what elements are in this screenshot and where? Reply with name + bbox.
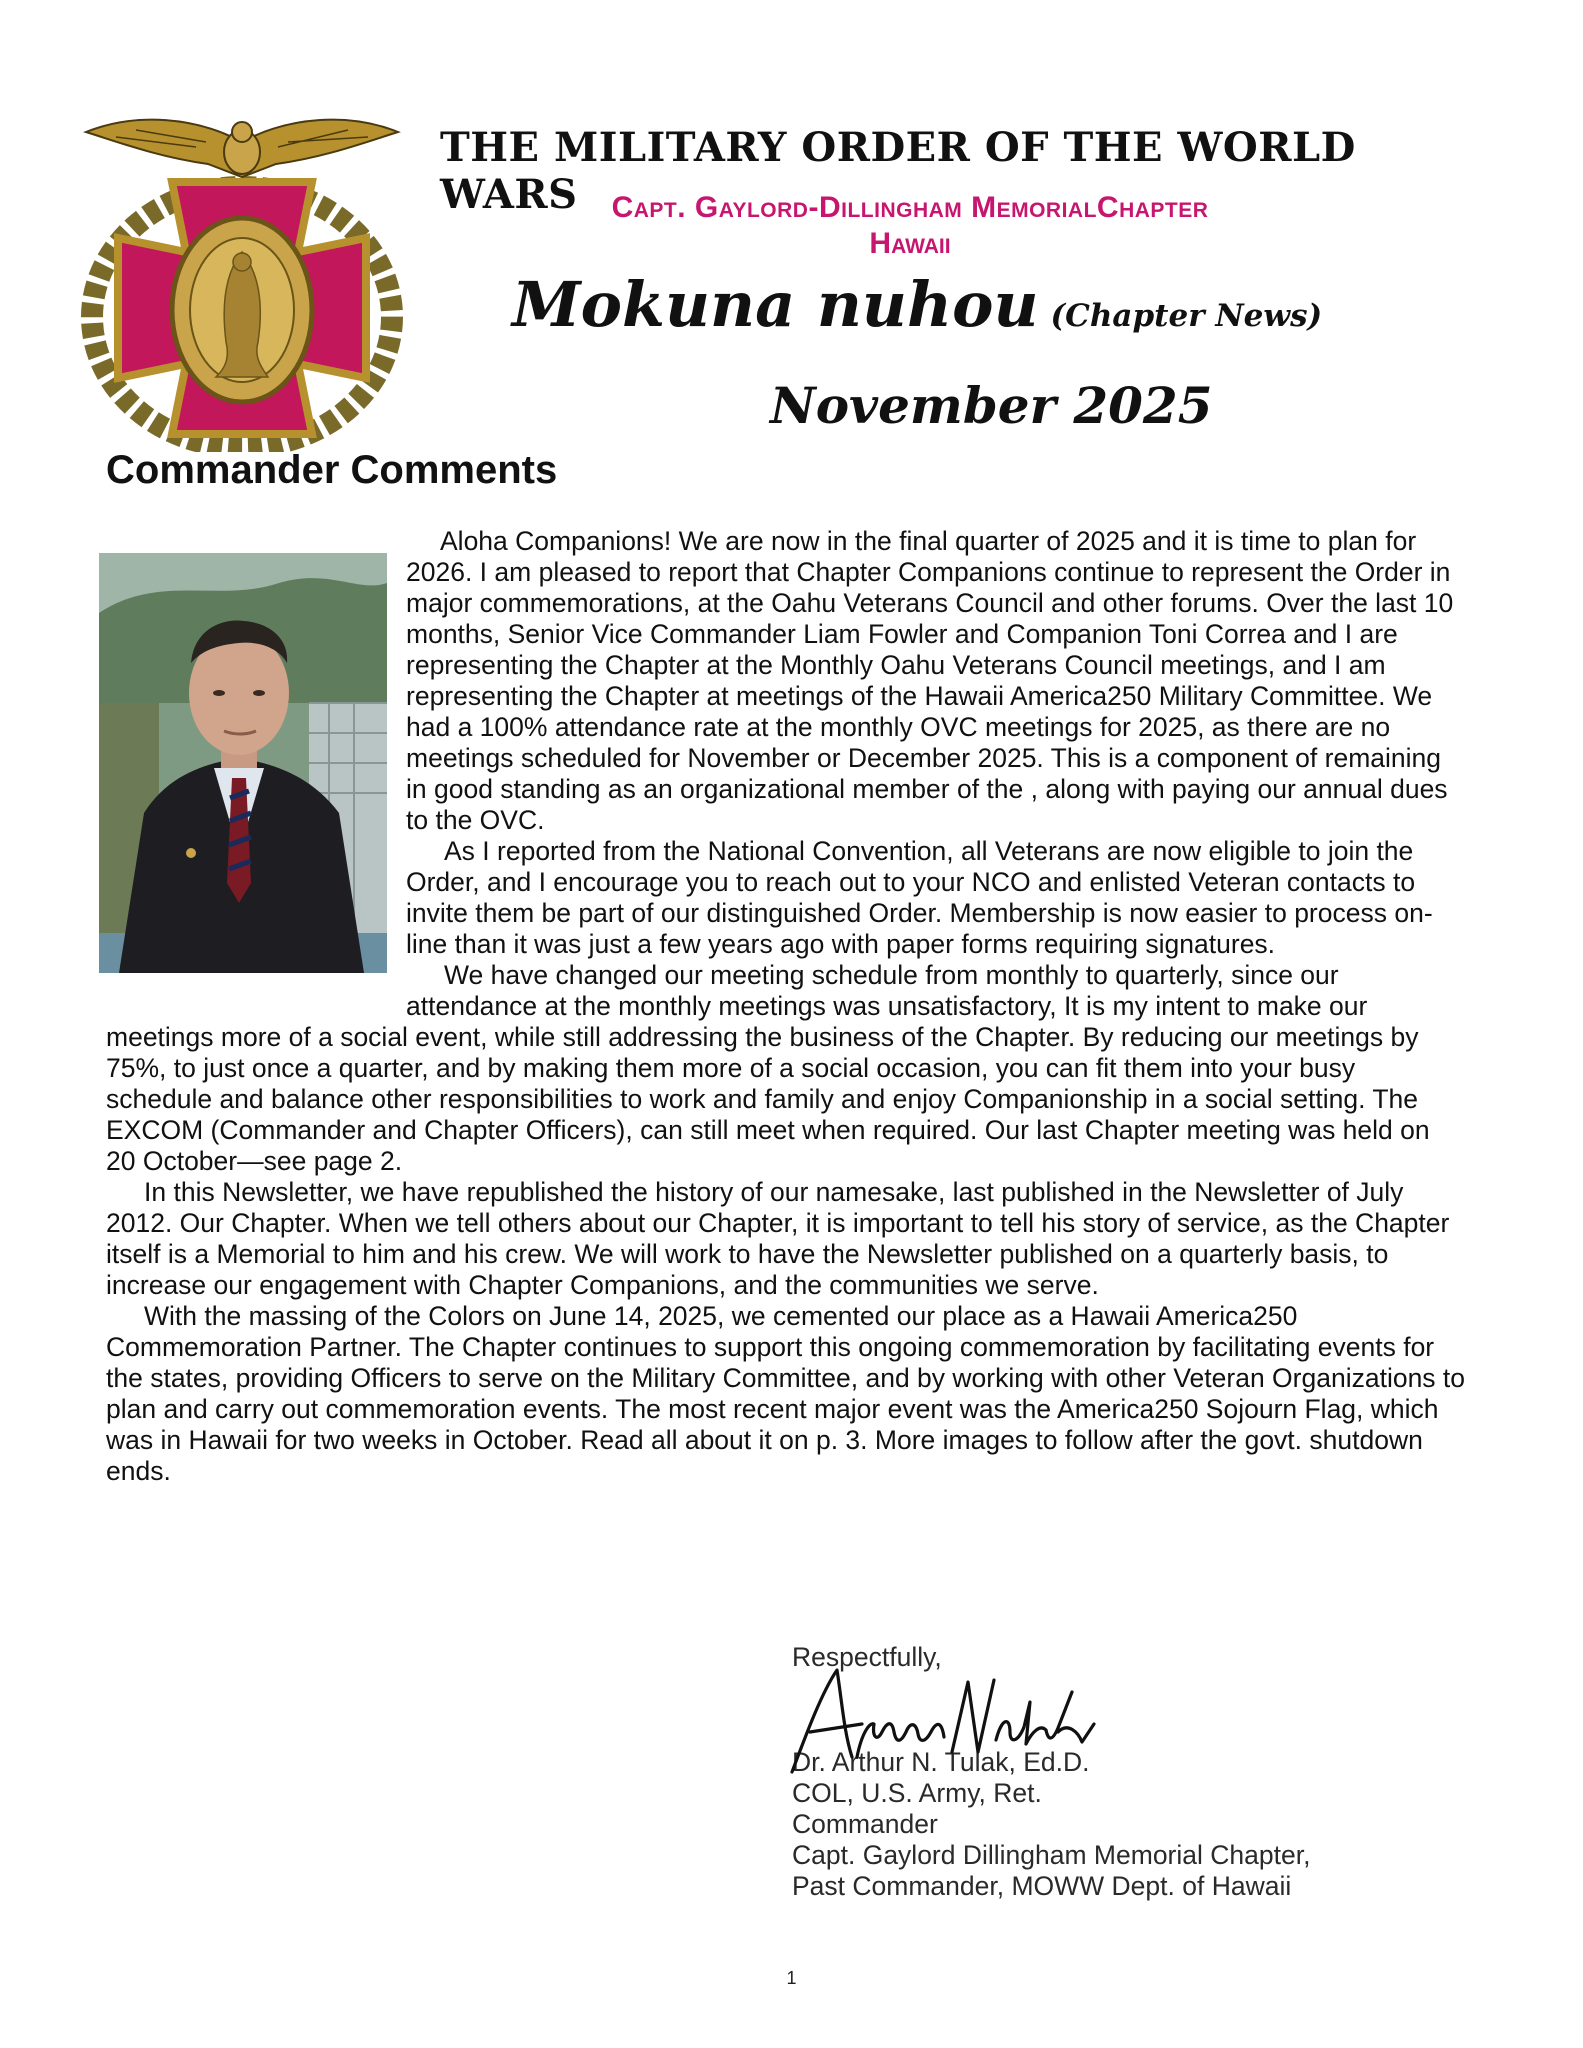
body-paragraph: With the massing of the Colors on June 14, 2025, we cemented our place as a Hawaii America250 Commemoration Partner. The Chapter continues to support this ongoing commemoration by facilitating events for the states, providing Officers to serve on the Military Committee, and by working with other Veteran Organizations to plan and carry out commemoration events. The most recent major event was the America250 Sojourn Flag, which was in Hawaii for two weeks in October. Read all about it on p. 3. More images to follow after the govt. shutdown ends. <box>106 1301 1466 1486</box>
signer-rank: COL, U.S. Army, Ret. <box>792 1778 1042 1808</box>
newsletter-title-subtitle: (Chapter News) <box>1050 298 1323 334</box>
commander-comments-body <box>106 526 1466 1487</box>
issue-date: November 2025 <box>770 376 1213 435</box>
medallion-icon <box>172 218 312 402</box>
chapter-name: Capt. Gaylord-Dillingham MemorialChapter <box>611 191 1209 224</box>
chapter-state: Hawaii <box>869 227 951 260</box>
handwritten-signature <box>782 1662 1112 1782</box>
signer-name: Dr. Arthur N. Tulak, Ed.D. <box>792 1747 1090 1777</box>
signature-closing: Respectfully, <box>792 1642 942 1672</box>
signer-chapter: Capt. Gaylord Dillingham Memorial Chapter, <box>792 1840 1311 1870</box>
newsletter-title <box>512 268 1412 341</box>
body-paragraph: As I reported from the National Convention, all Veterans are now eligible to join the Order, and I encourage you to reach out to your NCO and enlisted Veteran contacts to invite them be part of our distinguished Order. Membership is now easier to process on-line than it was just a few years ago with paper forms requiring signatures. <box>406 836 1433 959</box>
eagle-icon <box>86 120 398 177</box>
section-heading: Commander Comments <box>106 448 558 492</box>
organization-title: THE MILITARY ORDER OF THE WORLD WARS <box>440 124 1356 218</box>
newsletter-title-main: Mokuna nuhou <box>512 268 1039 341</box>
signer-role: Commander <box>792 1809 938 1839</box>
page-number: 1 <box>786 1968 797 1988</box>
signer-past-role: Past Commander, MOWW Dept. of Hawaii <box>792 1871 1292 1901</box>
moww-emblem-logo <box>76 102 408 452</box>
body-paragraph: Aloha Companions! We are now in the final quarter of 2025 and it is time to plan for 2026. I am pleased to report that Chapter Companions continue to represent the Order in major commemorations, at the Oahu Veterans Council and other forums. Over the last 10 months, Senior Vice Commander Liam Fowler and Companion Toni Correa and I are representing the Chapter at the Monthly Oahu Veterans Council meetings, and I am representing the Chapter at meetings of the Hawaii America250 Military Committee. We had a 100% attendance rate at the monthly OVC meetings for 2025, as there are no meetings scheduled for November or December 2025. This is a component of remaining in good standing as an organizational member of the , along with paying our annual dues to the OVC. <box>406 526 1454 835</box>
body-paragraph: We have changed our meeting schedule from monthly to quarterly, since our attendance at the monthly meetings was unsatisfactory, It is my intent to make our meetings more of a social event, while still addressing the business of the Chapter. By reducing our meetings by 75%, to just once a quarter, and by making them more of a social occasion, you can fit them into your busy schedule and balance other responsibilities to work and family and enjoy Companionship in a social setting. The EXCOM (Commander and Chapter Officers), can still meet when required. Our last Chapter meeting was held on 20 October—see page 2. <box>106 960 1430 1176</box>
body-paragraph: In this Newsletter, we have republished the history of our namesake, last published in the Newsletter of July 2012. Our Chapter. When we tell others about our Chapter, it is important to tell his story of service, as the Chapter itself is a Memorial to him and his crew. We will work to have the Newsletter published on a quarterly basis, to increase our engagement with Chapter Companions, and the communities we serve. <box>106 1177 1450 1300</box>
